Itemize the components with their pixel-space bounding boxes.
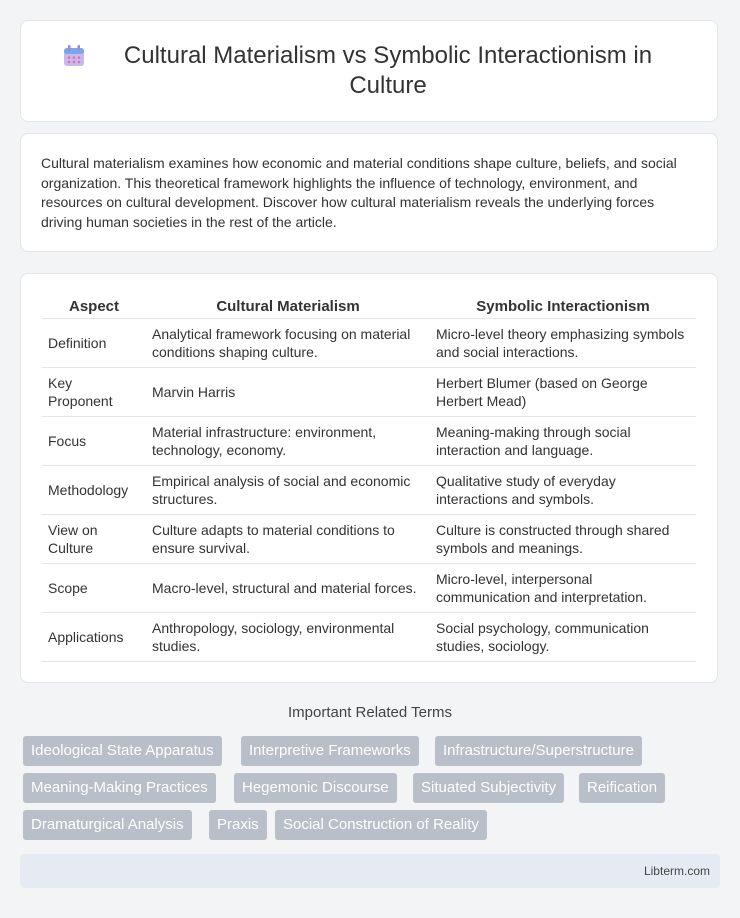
cultural-materialism-cell: Marvin Harris xyxy=(146,368,430,417)
aspect-cell: Applications xyxy=(42,613,146,662)
header-card xyxy=(20,20,718,122)
related-terms-title: Important Related Terms xyxy=(288,704,452,721)
related-term-tag[interactable]: Situated Subjectivity xyxy=(413,773,564,803)
symbolic-interactionism-cell: Meaning-making through social interaction and language. xyxy=(430,417,696,466)
cultural-materialism-cell: Analytical framework focusing on material conditions shaping culture. xyxy=(146,319,430,368)
aspect-cell: Focus xyxy=(42,417,146,466)
cultural-materialism-cell: Empirical analysis of social and economic structures. xyxy=(146,466,430,515)
footer xyxy=(20,854,720,888)
aspect-cell: Scope xyxy=(42,564,146,613)
table-row xyxy=(42,319,696,368)
table-row xyxy=(42,613,696,662)
related-term-tag[interactable]: Interpretive Frameworks xyxy=(241,736,419,766)
table-row xyxy=(42,515,696,564)
page-title: Cultural Materialism vs Symbolic Interactionism in Culture xyxy=(123,42,653,99)
table-header-row xyxy=(42,294,696,319)
related-term-tag[interactable]: Praxis xyxy=(209,810,267,840)
header-symbolic-interactionism: Symbolic Interactionism xyxy=(430,294,696,319)
aspect-cell: Key Proponent xyxy=(42,368,146,417)
symbolic-interactionism-cell: Social psychology, communication studies, sociology. xyxy=(430,613,696,662)
related-term-tag[interactable]: Hegemonic Discourse xyxy=(234,773,397,803)
aspect-cell: Methodology xyxy=(42,466,146,515)
symbolic-interactionism-cell: Micro-level theory emphasizing symbols and social interactions. xyxy=(430,319,696,368)
comparison-table xyxy=(42,294,696,662)
symbolic-interactionism-cell: Herbert Blumer (based on George Herbert Mead) xyxy=(430,368,696,417)
cultural-materialism-cell: Culture adapts to material conditions to ensure survival. xyxy=(146,515,430,564)
footer-site-link[interactable]: Libterm.com xyxy=(643,864,710,878)
symbolic-interactionism-cell: Micro-level, interpersonal communication and interpretation. xyxy=(430,564,696,613)
header-aspect: Aspect xyxy=(42,294,146,319)
related-term-tag[interactable]: Meaning-Making Practices xyxy=(23,773,216,803)
symbolic-interactionism-cell: Culture is constructed through shared symbols and meanings. xyxy=(430,515,696,564)
cultural-materialism-cell: Macro-level, structural and material forces. xyxy=(146,564,430,613)
aspect-cell: Definition xyxy=(42,319,146,368)
aspect-cell: View on Culture xyxy=(42,515,146,564)
table-row xyxy=(42,368,696,417)
related-term-tag[interactable]: Infrastructure/Superstructure xyxy=(435,736,642,766)
calendar-icon xyxy=(61,43,87,69)
related-term-tag[interactable]: Dramaturgical Analysis xyxy=(23,810,192,840)
cultural-materialism-cell: Anthropology, sociology, environmental studies. xyxy=(146,613,430,662)
related-term-tag[interactable]: Social Construction of Reality xyxy=(275,810,487,840)
title-wrap xyxy=(21,41,717,101)
header-cultural-materialism: Cultural Materialism xyxy=(146,294,430,319)
comparison-table-card xyxy=(20,273,718,683)
intro-text: Cultural materialism examines how economic and material conditions shape culture, beliefs, and social organization. This theoretical framework highlights the influence of technology, environment, and resources on cultural development. Discover how cultural materialism reveals the underlying forces driving human societies in the rest of the article. xyxy=(41,155,677,230)
table-row xyxy=(42,564,696,613)
related-term-tag[interactable]: Reification xyxy=(579,773,665,803)
related-term-tag[interactable]: Ideological State Apparatus xyxy=(23,736,222,766)
cultural-materialism-cell: Material infrastructure: environment, technology, economy. xyxy=(146,417,430,466)
symbolic-interactionism-cell: Qualitative study of everyday interactions and symbols. xyxy=(430,466,696,515)
table-row xyxy=(42,417,696,466)
intro-card xyxy=(20,133,718,252)
table-row xyxy=(42,466,696,515)
